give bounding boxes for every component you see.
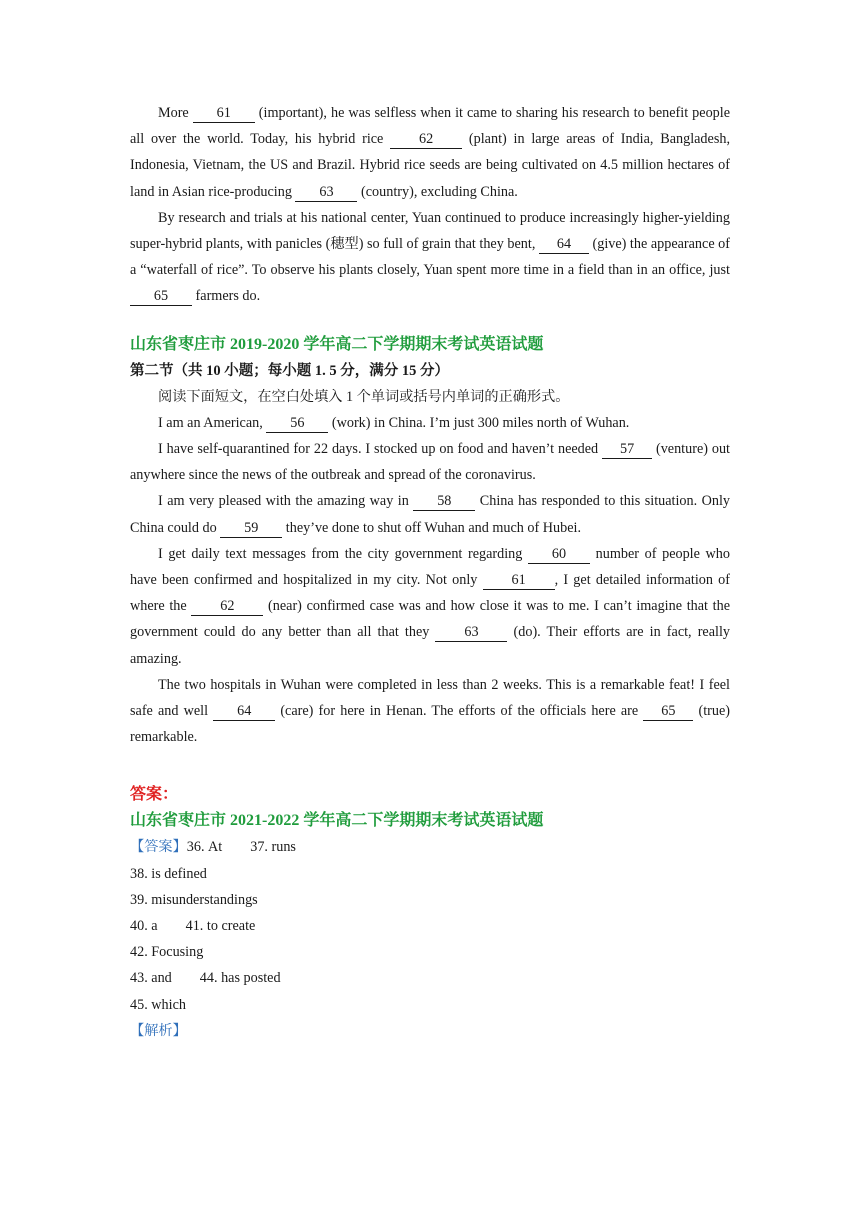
passage-paragraph-4 — [130, 436, 730, 488]
blank-65: 65 — [643, 703, 693, 721]
blank-64: 64 — [539, 236, 589, 254]
instruction: 阅读下面短文，在空白处填入 1 个单词或括号内单词的正确形式。 — [158, 388, 570, 405]
blank-61: 61 — [483, 572, 555, 590]
answer-36: 36. At — [186, 839, 223, 856]
section-title: 山东省枣庄市 2019-2020 学年高二下学期期末考试英语试题 — [130, 335, 544, 353]
answer-38: 38. is defined — [130, 865, 207, 882]
answer-label: 答案： — [130, 786, 179, 804]
answer-line — [130, 913, 730, 939]
text-segment: (give) the appearance of a “waterfall of rice”. To observe his plants closely, Yuan spent more time in a field than in an office, just — [130, 236, 730, 279]
passage-paragraph-6 — [130, 541, 730, 672]
answer-45: 45. which — [130, 996, 186, 1013]
answer-tag: 【答案】 — [130, 839, 187, 856]
blank-62: 62 — [390, 131, 462, 149]
blank-65: 65 — [130, 288, 192, 306]
blank-58: 58 — [413, 493, 475, 511]
passage-paragraph-2 — [130, 205, 730, 310]
blank-64: 64 — [213, 703, 275, 721]
text-segment: I am an American, — [158, 414, 267, 431]
answer-42: 42. Focusing — [130, 944, 204, 961]
text-segment: (plant) in large areas of India, Bangladesh, Indonesia, Vietnam, the US and Brazil. Hybrid rice seeds are being cultivated on 4.5 million hectares of land in Asian rice-producing — [130, 131, 730, 200]
text-segment: The two hospitals in Wuhan were completed in less than 2 weeks. This is a remarkable feat! I feel safe and well — [130, 676, 730, 720]
answer-40: 40. a — [130, 918, 158, 935]
answer-line — [130, 834, 730, 860]
answer-section-title: 山东省枣庄市 2021-2022 学年高二下学期期末考试英语试题 — [130, 812, 544, 830]
text-segment: (true) remarkable. — [130, 703, 730, 746]
answer-43: 43. and — [130, 970, 172, 987]
text-segment: (near) confirmed case was and how close it was to me. I can’t imagine that the government could do any better than all that they — [130, 598, 730, 641]
text-segment: (important), he was selfless when it came to sharing his research to benefit people all over the world. Today, his hybrid rice — [130, 105, 730, 148]
text-segment: (venture) out anywhere since the news of the outbreak and spread of the coronavirus. — [130, 441, 730, 484]
text-segment: China has responded to this situation. Only China could do — [130, 493, 730, 536]
passage-paragraph-5 — [130, 488, 730, 540]
text-segment: I have self-quarantined for 22 days. I stocked up on food and haven’t needed — [158, 441, 603, 458]
blank-56: 56 — [266, 415, 328, 433]
blank-63: 63 — [295, 184, 357, 202]
document-page — [130, 100, 730, 1044]
passage-paragraph-1 — [130, 100, 730, 205]
blank-63: 63 — [435, 624, 507, 642]
text-segment: (care) for here in Henan. The efforts of the officials here are — [275, 703, 644, 720]
answer-44: 44. has posted — [199, 970, 281, 987]
text-segment: they’ve done to shut off Wuhan and much of Hubei. — [282, 519, 581, 536]
answer-line — [130, 965, 730, 991]
text-segment: More — [158, 105, 193, 121]
passage-paragraph-7 — [130, 672, 730, 751]
blank-62: 62 — [191, 598, 263, 616]
text-segment: (work) in China. I’m just 300 miles north of Wuhan. — [328, 414, 630, 431]
text-segment: I get daily text messages from the city government regarding — [158, 545, 529, 562]
text-segment: (do). Their efforts are in fact, really amazing. — [130, 624, 730, 667]
blank-57: 57 — [602, 441, 652, 459]
text-segment: number of people who have been confirmed and hospitalized in my city. Not only — [130, 545, 730, 589]
answer-39: 39. misunderstandings — [130, 891, 258, 908]
text-segment: I am very pleased with the amazing way in — [158, 493, 414, 510]
blank-59: 59 — [220, 520, 282, 538]
blank-60: 60 — [528, 546, 590, 564]
blank-61: 61 — [193, 105, 255, 123]
analysis-tag: 【解析】 — [130, 1022, 187, 1039]
text-segment: By research and trials at his national center, Yuan continued to produce increasingly higher-yielding super-hybrid plants, with panicles (穗型) so full of grain that they bent, — [130, 209, 730, 253]
text-segment: , I get detailed information of where the — [130, 572, 730, 615]
passage-paragraph-3 — [130, 410, 730, 436]
answer-41: 41. to create — [185, 918, 256, 935]
text-segment: farmers do. — [192, 288, 261, 305]
answer-37: 37. runs — [250, 839, 296, 856]
section-subtitle: 第二节（共 10 小题；每小题 1. 5 分，满分 15 分） — [130, 362, 449, 379]
text-segment: (country), excluding China. — [357, 183, 518, 200]
